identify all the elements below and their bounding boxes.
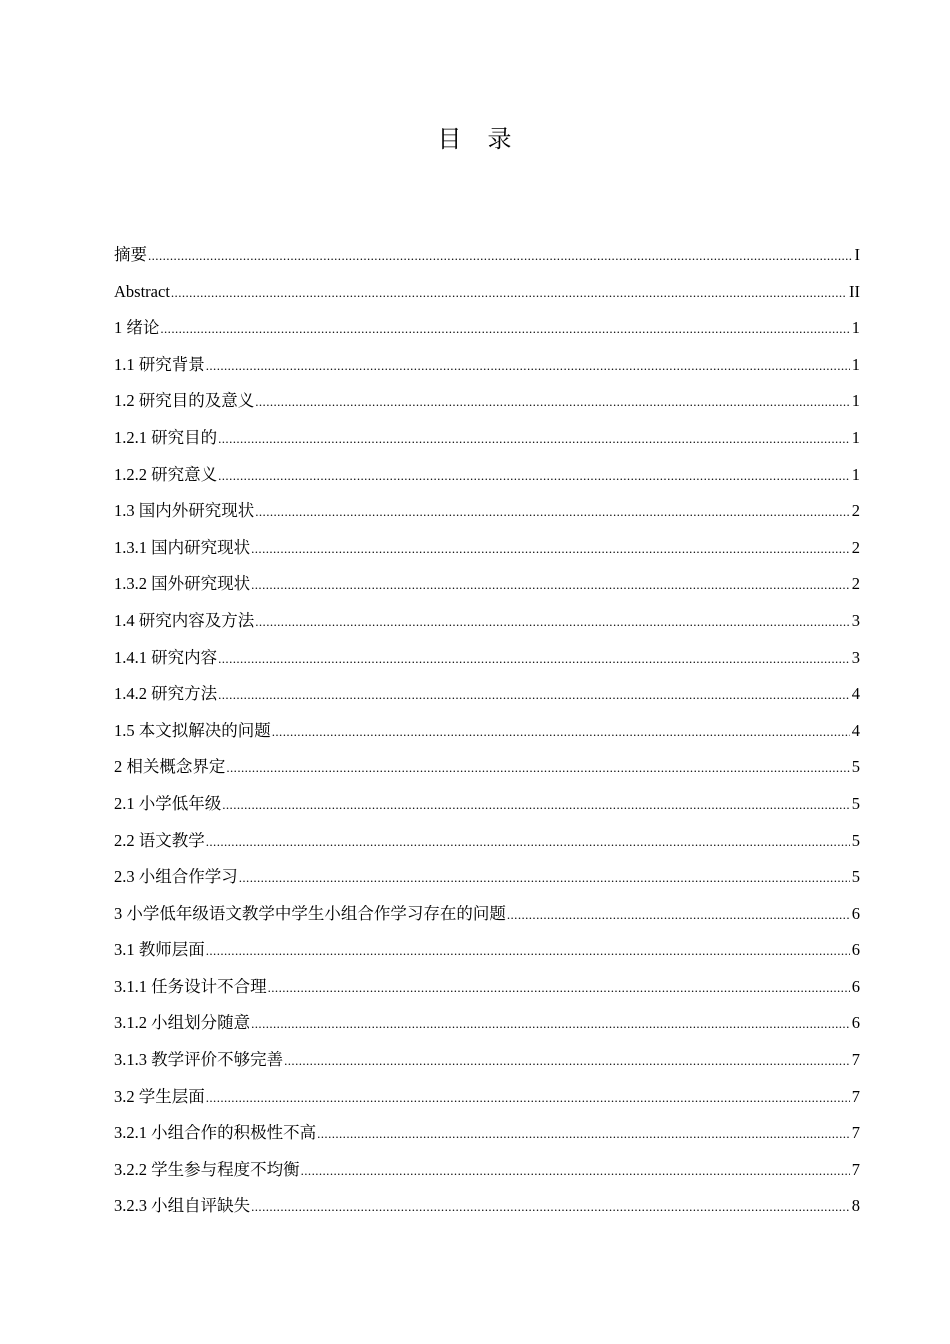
- toc-dot-leader: [251, 1189, 850, 1226]
- toc-entry-label: 1.2 研究目的及意义: [114, 391, 255, 411]
- toc-entry-1-2-1[interactable]: [114, 420, 860, 457]
- toc-entry-3-1-2[interactable]: [114, 1005, 860, 1042]
- toc-entry-label: 2.3 小组合作学习: [114, 867, 238, 887]
- toc-entry-label: Abstract: [114, 281, 170, 301]
- toc-dot-leader: [272, 714, 850, 751]
- toc-list: [114, 237, 860, 1225]
- toc-dot-leader: [255, 384, 850, 421]
- toc-entry-page: 4: [851, 684, 860, 704]
- toc-entry-label: 2.2 语文教学: [114, 830, 205, 850]
- toc-title: 目录: [437, 125, 538, 153]
- toc-dot-leader: [239, 860, 850, 897]
- toc-dot-leader: [148, 238, 853, 275]
- toc-entry-label: 3.2.3 小组自评缺失: [114, 1196, 251, 1216]
- toc-entry-label: 3.1.1 任务设计不合理: [114, 976, 267, 996]
- toc-entry-page: I: [854, 245, 860, 264]
- toc-entry-3-2-2[interactable]: [114, 1152, 860, 1189]
- toc-entry-label: 3.1 教师层面: [114, 940, 205, 960]
- toc-entry-label: 1.3.1 国内研究现状: [114, 537, 251, 557]
- toc-entry-page: II: [849, 281, 860, 301]
- toc-dot-leader: [218, 421, 850, 458]
- toc-dot-leader: [255, 494, 850, 531]
- toc-entry-1-3-2[interactable]: [114, 566, 860, 603]
- toc-entry-page: 1: [851, 391, 860, 411]
- toc-dot-leader: [206, 348, 850, 385]
- toc-dot-leader: [206, 824, 850, 861]
- toc-entry-page: 7: [851, 1123, 860, 1143]
- toc-entry-page: 3: [851, 610, 860, 630]
- toc-entry-label: 3.2.2 学生参与程度不均衡: [114, 1159, 300, 1179]
- toc-entry-2-1[interactable]: [114, 786, 860, 823]
- toc-entry-label: 1.1 研究背景: [114, 354, 205, 374]
- toc-entry-1-5[interactable]: [114, 713, 860, 750]
- toc-entry-page: 2: [851, 574, 860, 594]
- toc-entry-label: 3.2.1 小组合作的积极性不高: [114, 1123, 317, 1143]
- toc-entry-label: 1.3 国内外研究现状: [114, 501, 255, 521]
- toc-entry-2-2[interactable]: [114, 823, 860, 860]
- toc-entry-page: 7: [851, 1086, 860, 1106]
- toc-entry-page: 8: [851, 1196, 860, 1216]
- toc-dot-leader: [507, 897, 850, 934]
- toc-entry-label: 3 小学低年级语文教学中学生小组合作学习存在的问题: [114, 903, 506, 923]
- toc-dot-leader: [222, 787, 850, 824]
- toc-entry-1-2-2[interactable]: [114, 457, 860, 494]
- toc-entry-3-1-3[interactable]: [114, 1042, 860, 1079]
- toc-entry-3-1[interactable]: [114, 932, 860, 969]
- toc-dot-leader: [171, 275, 847, 312]
- toc-entry-label: 3.1.2 小组划分随意: [114, 1013, 251, 1033]
- toc-entry-label: 1.4 研究内容及方法: [114, 610, 255, 630]
- toc-entry-label: 1.2.1 研究目的: [114, 427, 218, 447]
- toc-entry-page: 1: [851, 354, 860, 374]
- toc-dot-leader: [284, 1043, 850, 1080]
- toc-entry-label: 1.5 本文拟解决的问题: [114, 720, 271, 740]
- toc-entry-page: 7: [851, 1159, 860, 1179]
- toc-entry-label: 1.4.1 研究内容: [114, 647, 218, 667]
- toc-entry-label: 1.2.2 研究意义: [114, 464, 218, 484]
- toc-entry-3-2-3[interactable]: [114, 1188, 860, 1225]
- toc-dot-leader: [218, 677, 850, 714]
- toc-entry-page: 5: [851, 867, 860, 887]
- toc-entry-label: 3.2 学生层面: [114, 1086, 205, 1106]
- toc-dot-leader: [218, 458, 850, 495]
- toc-entry-1-2[interactable]: [114, 383, 860, 420]
- toc-dot-leader: [206, 933, 850, 970]
- toc-entry-1-4-2[interactable]: [114, 676, 860, 713]
- toc-entry-page: 2: [851, 537, 860, 557]
- toc-entry-1-3[interactable]: [114, 493, 860, 530]
- toc-entry-1-3-1[interactable]: [114, 530, 860, 567]
- toc-dot-leader: [255, 604, 850, 641]
- toc-entry-1-4[interactable]: [114, 603, 860, 640]
- toc-entry-page: 4: [851, 720, 860, 740]
- toc-entry-page: 6: [851, 940, 860, 960]
- toc-entry-3-2[interactable]: [114, 1079, 860, 1116]
- toc-entry-page: 5: [851, 757, 860, 777]
- toc-entry-page: 6: [851, 903, 860, 923]
- toc-entry-label: 1.4.2 研究方法: [114, 684, 218, 704]
- toc-dot-leader: [251, 531, 850, 568]
- toc-entry-2-3[interactable]: [114, 859, 860, 896]
- toc-entry-page: 7: [851, 1050, 860, 1070]
- toc-dot-leader: [268, 970, 850, 1007]
- toc-dot-leader: [251, 1006, 850, 1043]
- toc-entry-page: 1: [851, 318, 860, 338]
- toc-entry-label: 摘要: [114, 245, 147, 264]
- toc-entry-page: 3: [851, 647, 860, 667]
- toc-dot-leader: [218, 641, 850, 678]
- toc-entry-page: 5: [851, 830, 860, 850]
- toc-dot-leader: [317, 1116, 850, 1153]
- toc-entry-3-1-1[interactable]: [114, 969, 860, 1006]
- toc-entry-1-4-1[interactable]: [114, 640, 860, 677]
- toc-entry-page: 1: [851, 464, 860, 484]
- toc-entry-1[interactable]: [114, 310, 860, 347]
- toc-entry-label: 3.1.3 教学评价不够完善: [114, 1050, 284, 1070]
- toc-entry-page: 6: [851, 976, 860, 996]
- toc-entry-3[interactable]: [114, 896, 860, 933]
- toc-entry-page: 1: [851, 427, 860, 447]
- toc-entry-label: 1.3.2 国外研究现状: [114, 574, 251, 594]
- toc-entry-3-2-1[interactable]: [114, 1115, 860, 1152]
- toc-entry-page: 5: [851, 793, 860, 813]
- toc-dot-leader: [301, 1153, 850, 1190]
- toc-dot-leader: [251, 567, 850, 604]
- toc-dot-leader: [226, 750, 849, 787]
- toc-entry-abstract-en[interactable]: [114, 274, 860, 311]
- toc-entry-2[interactable]: [114, 749, 860, 786]
- toc-entry-label: 2.1 小学低年级: [114, 793, 222, 813]
- toc-entry-page: 6: [851, 1013, 860, 1033]
- toc-entry-1-1[interactable]: [114, 347, 860, 384]
- toc-entry-abstract-cn[interactable]: [114, 237, 860, 274]
- toc-entry-page: 2: [851, 501, 860, 521]
- toc-entry-label: 1 绪论: [114, 318, 160, 338]
- toc-dot-leader: [160, 311, 849, 348]
- toc-entry-label: 2 相关概念界定: [114, 757, 226, 777]
- toc-dot-leader: [206, 1080, 850, 1117]
